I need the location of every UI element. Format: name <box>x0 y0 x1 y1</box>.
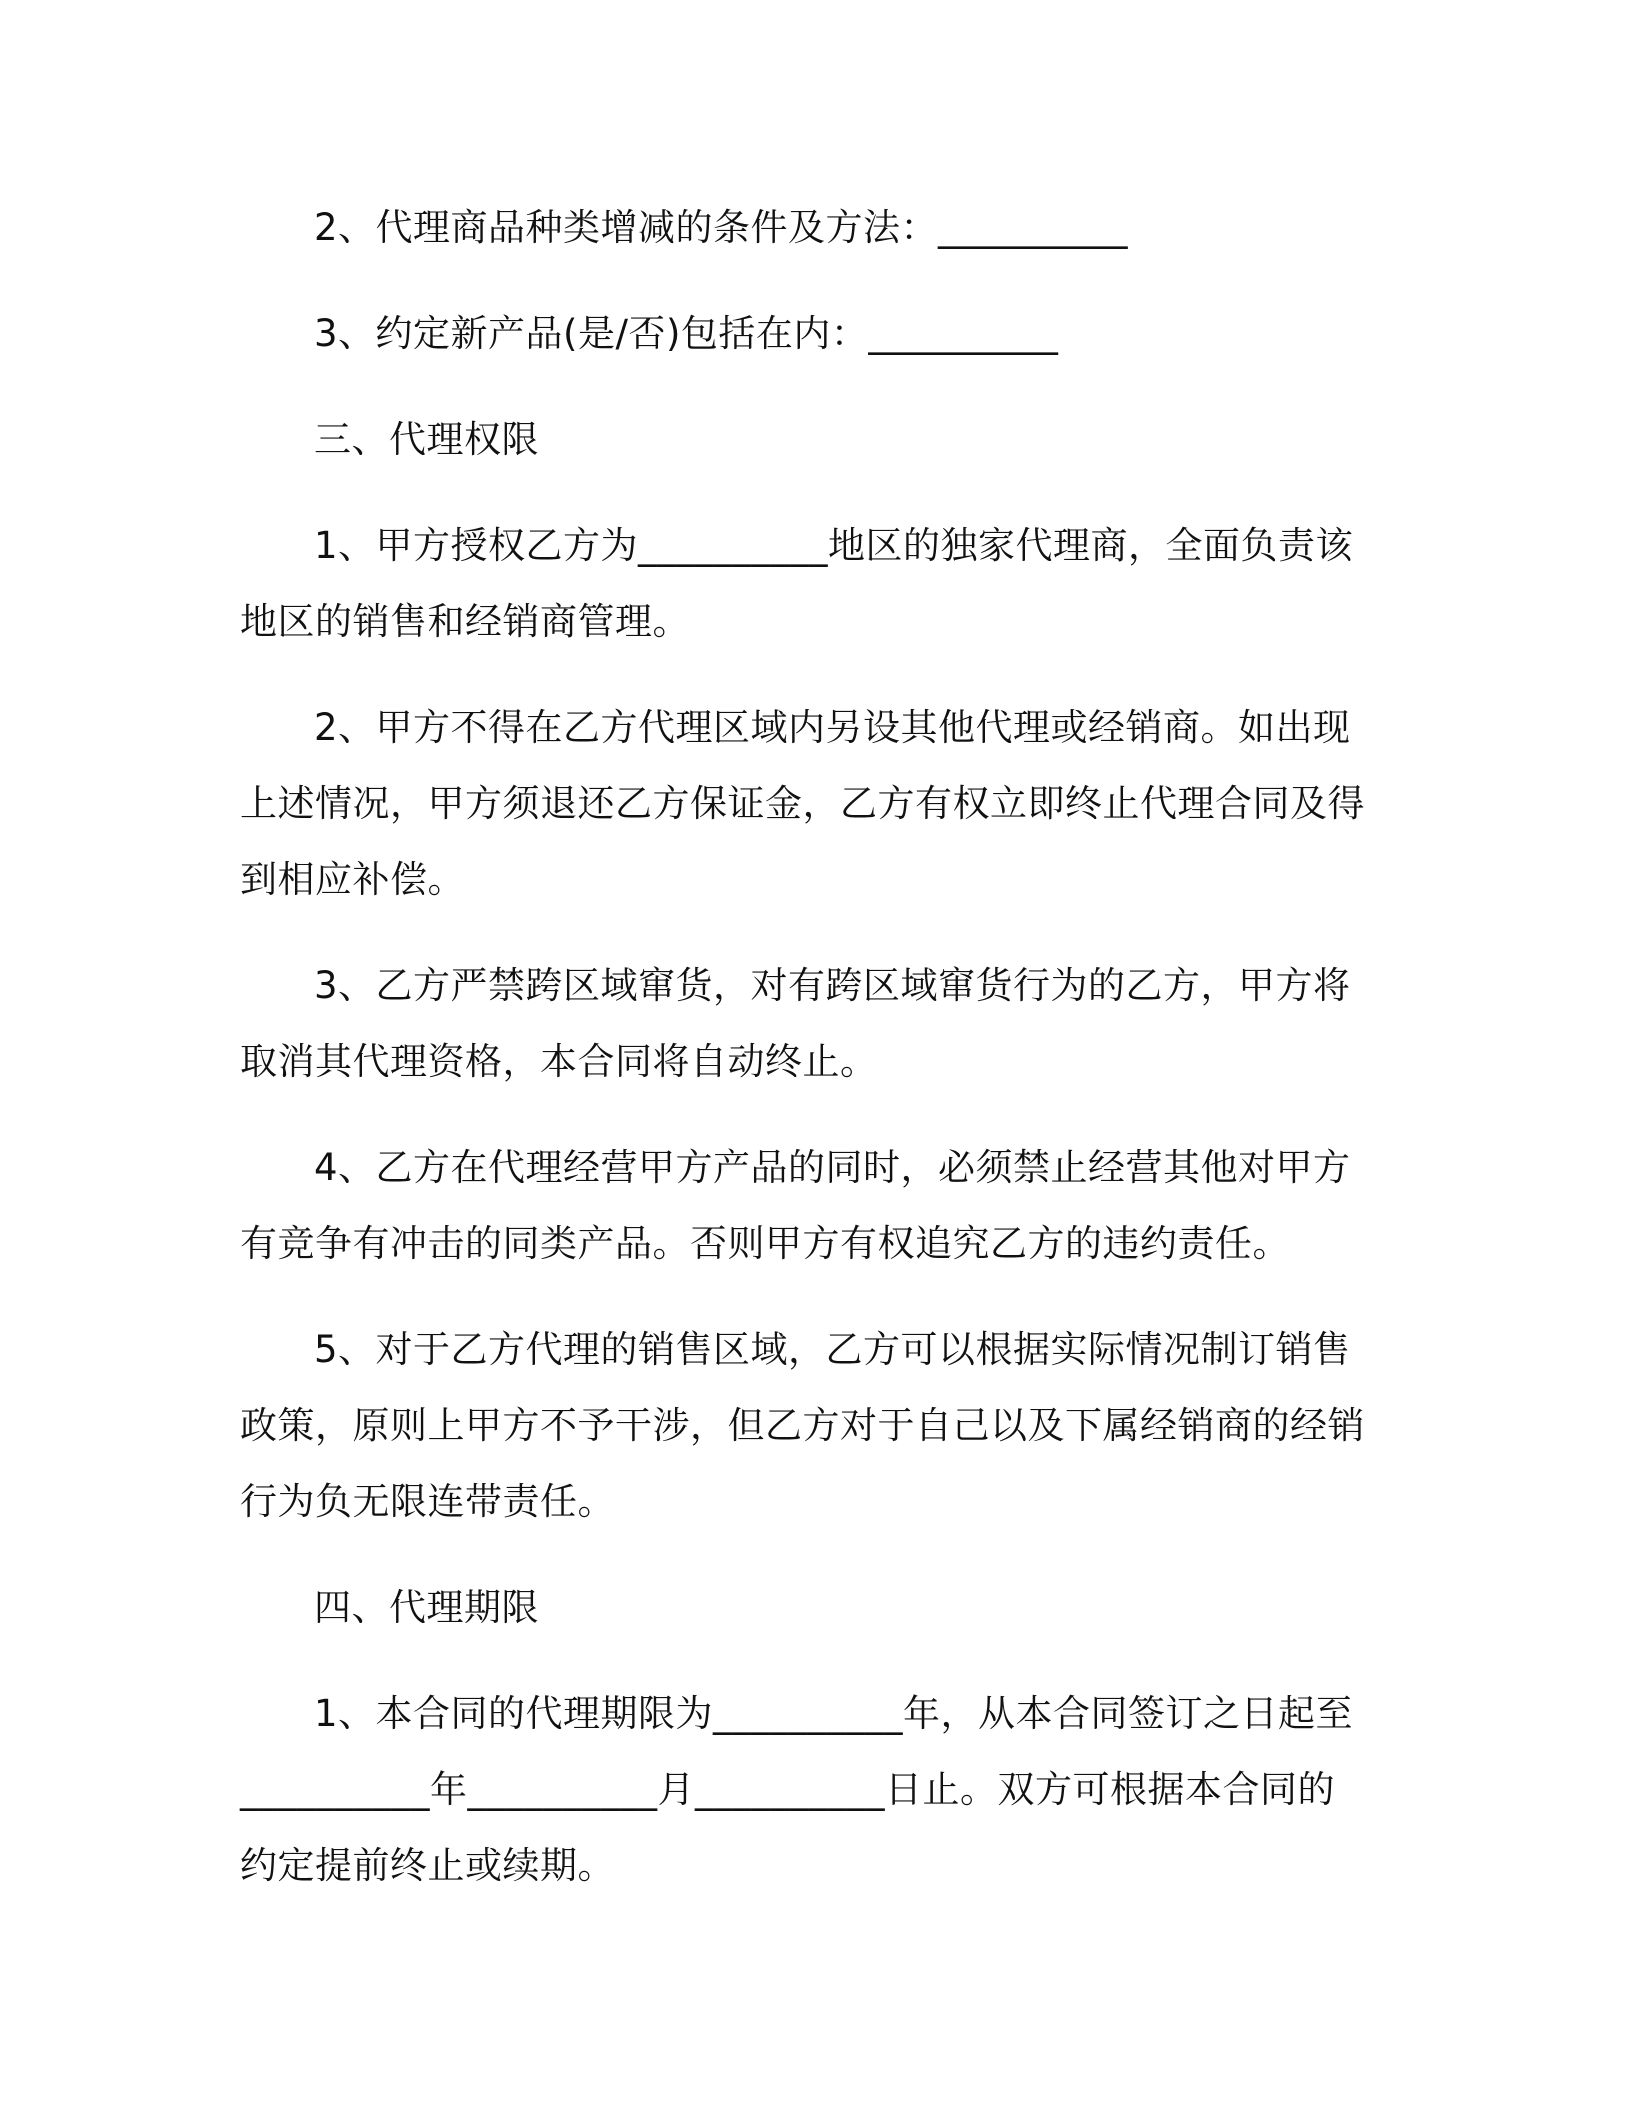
section-heading-agency-authority: 三、代理权限 <box>314 418 539 461</box>
document-body <box>240 190 1370 1934</box>
clause-2-3-new-products: 3、约定新产品(是/否)包括在内：__________ <box>314 312 1059 355</box>
clause-2-2-product-change: 2、代理商品种类增减的条件及方法：__________ <box>314 206 1129 249</box>
clause-3-4-non-compete: 4、乙方在代理经营甲方产品的同时，必须禁止经营其他对甲方有竞争有冲击的同类产品。否则甲方有权追究乙方的违约责任。 <box>240 1146 1351 1265</box>
clause-3-1-exclusive-agent: 1、甲方授权乙方为__________地区的独家代理商，全面负责该地区的销售和经销商管理。 <box>240 524 1354 643</box>
clause-3-3-cross-region: 3、乙方严禁跨区域窜货，对有跨区域窜货行为的乙方，甲方将取消其代理资格，本合同将自动终止。 <box>240 964 1351 1083</box>
clause-3-5-sales-policy: 5、对于乙方代理的销售区域，乙方可以根据实际情况制订销售政策，原则上甲方不予干涉，但乙方对于自己以及下属经销商的经销行为负无限连带责任。 <box>240 1328 1365 1523</box>
section-heading-agency-term: 四、代理期限 <box>314 1586 539 1629</box>
clause-3-2-no-other-agents: 2、甲方不得在乙方代理区域内另设其他代理或经销商。如出现上述情况，甲方须退还乙方保证金，乙方有权立即终止代理合同及得到相应补偿。 <box>240 706 1365 901</box>
clause-4-1-term-period: 1、本合同的代理期限为__________年，从本合同签订之日起至__________年__________月__________日止。双方可根据本合同的约定提前终止或续期。 <box>240 1692 1354 1887</box>
